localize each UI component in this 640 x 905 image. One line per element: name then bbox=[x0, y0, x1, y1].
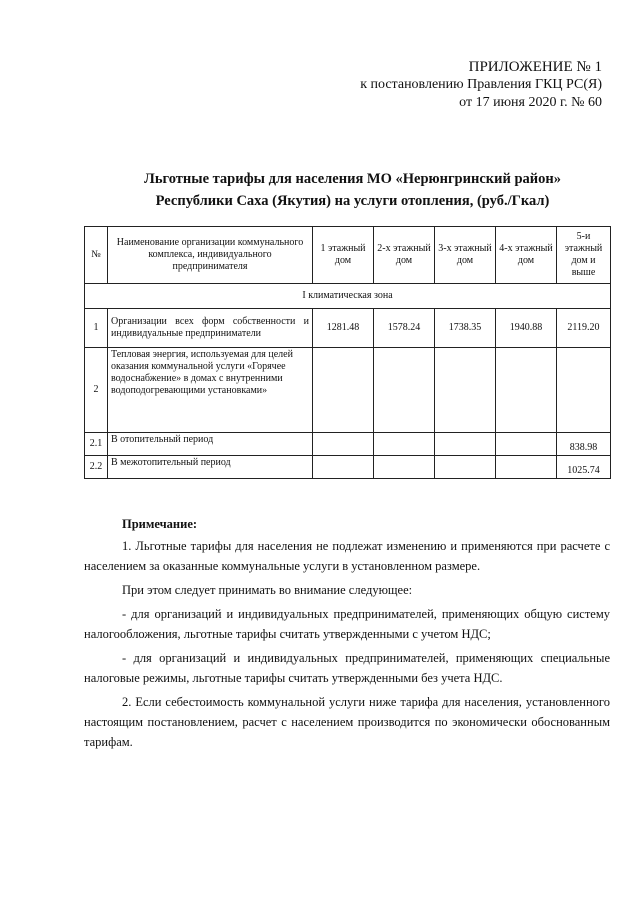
row-num: 2.2 bbox=[85, 456, 108, 479]
row-value-3 bbox=[435, 456, 496, 479]
row-num: 2 bbox=[85, 348, 108, 433]
row-value-2: 1578.24 bbox=[374, 309, 435, 348]
row-value-5: 2119.20 bbox=[557, 309, 611, 348]
header-1-floor: 1 этажный дом bbox=[313, 227, 374, 284]
row-name: Организации всех форм собственности и индивидуальные предприниматели bbox=[108, 309, 313, 348]
note-paragraph-5: 2. Если себестоимость коммунальной услуги ниже тарифа для населения, установленного настоящим постановлением, расчет с населением производится по экономически обоснованным тарифам. bbox=[84, 695, 610, 749]
table-row bbox=[85, 456, 611, 479]
table-header-row bbox=[85, 227, 611, 284]
tariff-table bbox=[84, 226, 611, 479]
note-paragraph-2: При этом следует принимать во внимание следующее: bbox=[122, 583, 413, 597]
header-4-floor: 4-х этажный дом bbox=[496, 227, 557, 284]
row-value-5: 838.98 bbox=[557, 433, 611, 456]
row-value-5: 1025.74 bbox=[557, 456, 611, 479]
climate-zone-label: I климатическая зона bbox=[85, 284, 611, 309]
header-2-floor: 2-х этажный дом bbox=[374, 227, 435, 284]
header-5-floor: 5-и этажный дом и выше bbox=[557, 227, 611, 284]
appendix-title: ПРИЛОЖЕНИЕ № 1 bbox=[468, 59, 602, 75]
table-zone-row bbox=[85, 284, 611, 309]
document-title bbox=[0, 168, 640, 212]
row-value-2 bbox=[374, 348, 435, 433]
note-paragraph-1: 1. Льготные тарифы для населения не подлежат изменению и применяются при расчете с населением за оказанные коммунальные услуги в установленном размере. bbox=[84, 539, 610, 573]
note-paragraph-3: - для организаций и индивидуальных предпринимателей, применяющих общую систему налогообложения, льготные тарифы считать утвержденными с учетом НДС; bbox=[84, 607, 610, 641]
row-value-5 bbox=[557, 348, 611, 433]
note-paragraph-4: - для организаций и индивидуальных предпринимателей, применяющих специальные налоговые режимы, льготные тарифы считать утвержденными без учета НДС. bbox=[84, 651, 610, 685]
row-value-4 bbox=[496, 456, 557, 479]
table-row bbox=[85, 433, 611, 456]
appendix-date: от 17 июня 2020 г. № 60 bbox=[459, 95, 602, 110]
header-num: № bbox=[85, 227, 108, 284]
row-num: 1 bbox=[85, 309, 108, 348]
table-row bbox=[85, 348, 611, 433]
row-value-1 bbox=[313, 348, 374, 433]
row-num: 2.1 bbox=[85, 433, 108, 456]
header-name: Наименование организации коммунального комплекса, индивидуального предпринимателя bbox=[108, 227, 313, 284]
table-row bbox=[85, 309, 611, 348]
row-value-2 bbox=[374, 456, 435, 479]
row-value-3: 1738.35 bbox=[435, 309, 496, 348]
appendix-header bbox=[360, 58, 602, 112]
document-title-line2: Республики Саха (Якутия) на услуги отопления, (руб./Гкал) bbox=[155, 193, 550, 209]
row-value-3 bbox=[435, 433, 496, 456]
row-name: Тепловая энергия, используемая для целей оказания коммунальной услуги «Горячее водоснабжение» в домах с внутренними водоподогревающими установками» bbox=[108, 348, 313, 433]
row-value-3 bbox=[435, 348, 496, 433]
header-3-floor: 3-х этажный дом bbox=[435, 227, 496, 284]
appendix-resolution: к постановлению Правления ГКЦ РС(Я) bbox=[360, 77, 602, 92]
notes-section bbox=[84, 514, 610, 756]
row-value-1: 1281.48 bbox=[313, 309, 374, 348]
row-name: В межотопительный период bbox=[108, 456, 313, 479]
document-title-line1: Льготные тарифы для населения МО «Нерюнгринский район» bbox=[144, 171, 561, 187]
notes-heading: Примечание: bbox=[122, 517, 198, 531]
row-name: В отопительный период bbox=[108, 433, 313, 456]
row-value-4: 1940.88 bbox=[496, 309, 557, 348]
row-value-1 bbox=[313, 456, 374, 479]
row-value-1 bbox=[313, 433, 374, 456]
row-value-2 bbox=[374, 433, 435, 456]
row-value-4 bbox=[496, 348, 557, 433]
row-value-4 bbox=[496, 433, 557, 456]
